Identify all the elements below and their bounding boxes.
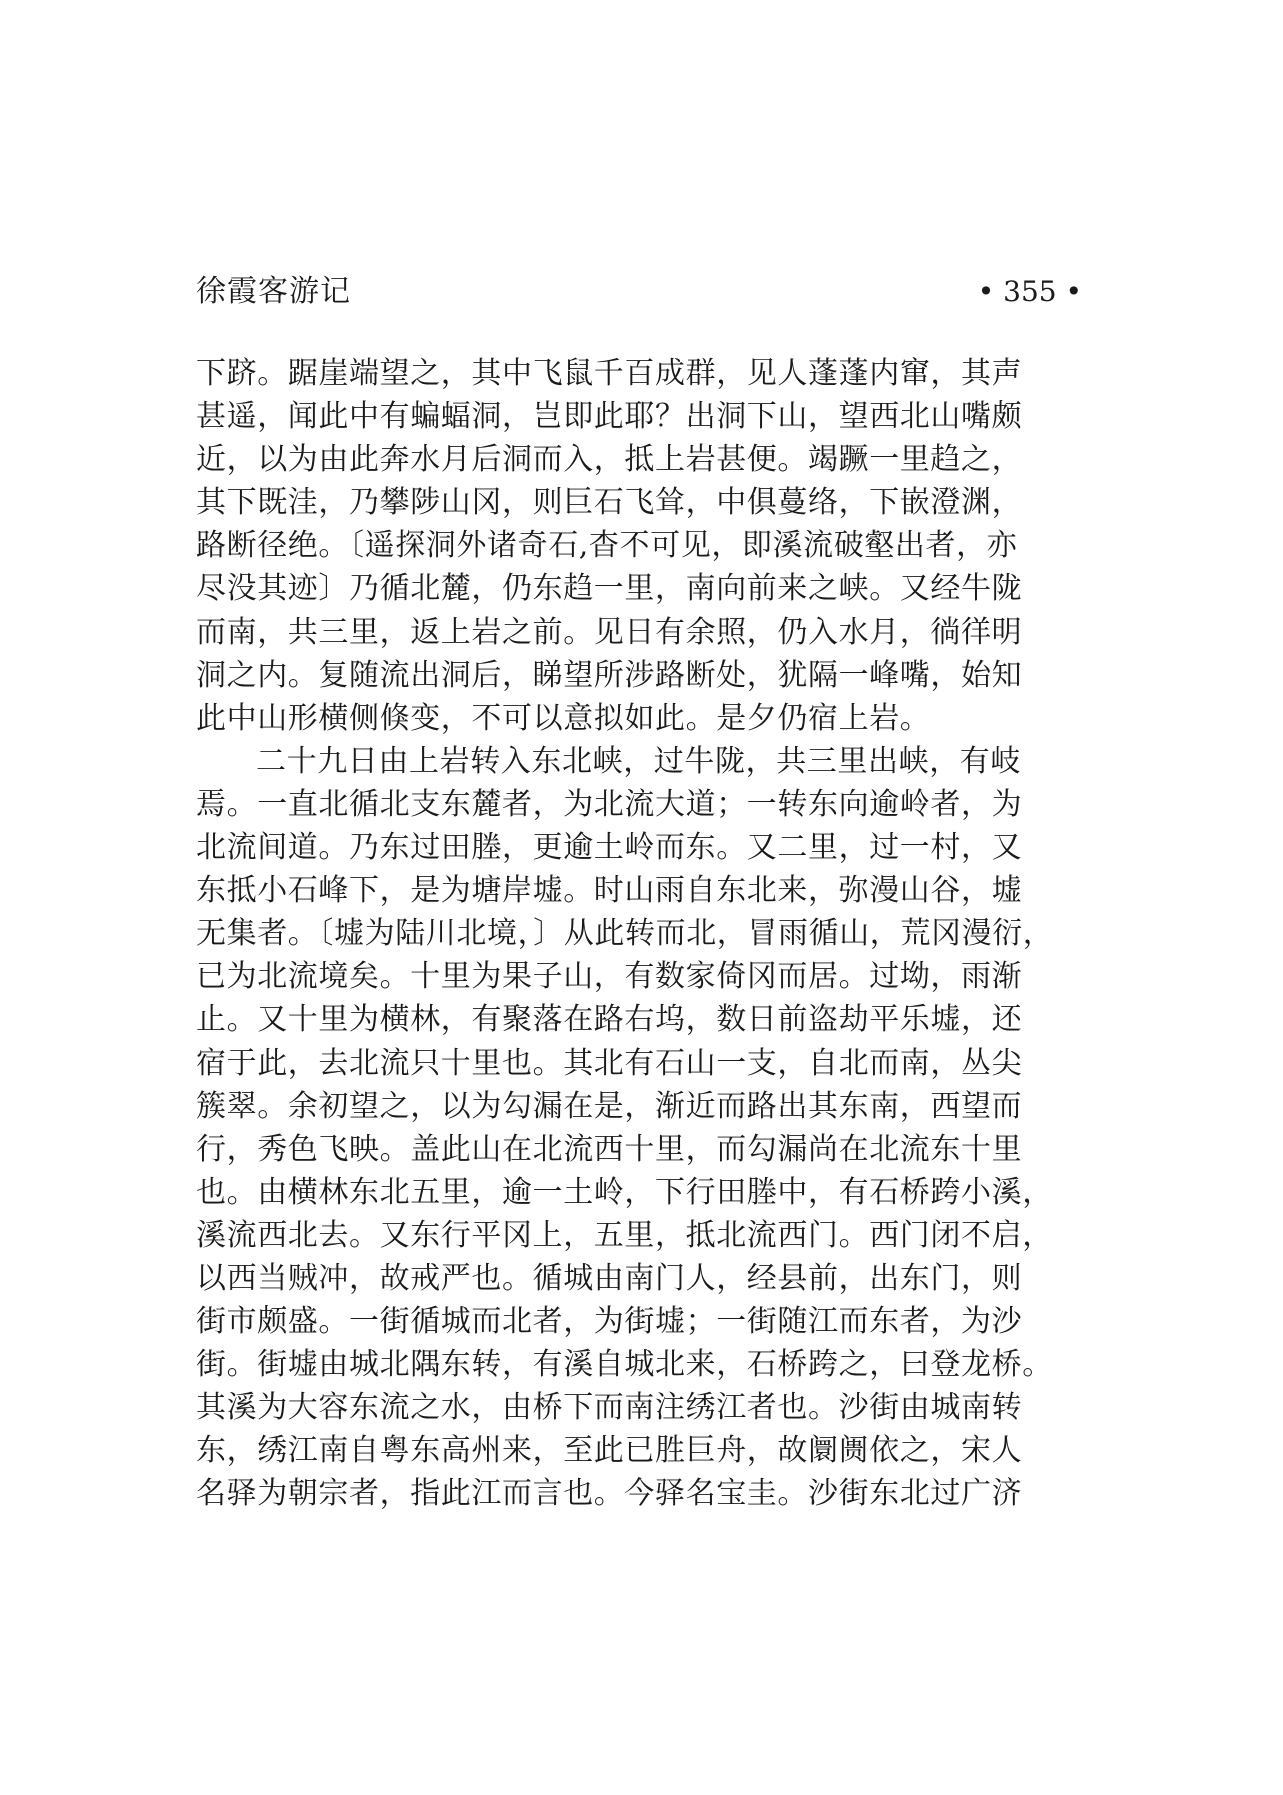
text-line: 北流间道。乃东过田塍，更逾土岭而东。又二里，过一村，又 — [196, 830, 1023, 866]
text-line: 焉。一直北循北支东麓者，为北流大道；一转东向逾岭者，为 — [196, 786, 1023, 822]
page-number: • 355 • — [977, 275, 1082, 308]
running-header — [196, 272, 1082, 312]
text-line: 街市颇盛。一街循城而北者，为街墟；一街随江而东者，为沙 — [196, 1304, 1023, 1340]
text-line: 止。又十里为横林，有聚落在路右坞，数日前盗劫平乐墟，还 — [196, 1002, 1023, 1038]
text-line: 溪流西北去。又东行平冈上，五里，抵北流西门。西门闭不启， — [196, 1217, 1053, 1253]
text-line: 路断径绝。〔遥探洞外诸奇石,杳不可见，即溪流破壑出者，亦 — [196, 528, 1018, 564]
text-line: 已为北流境矣。十里为果子山，有数家倚冈而居。过坳，雨渐 — [196, 959, 1023, 995]
text-line: 东，绣江南自粤东高州来，至此已胜巨舟，故阛阓依之，宋人 — [196, 1433, 1023, 1469]
text-line: 名驿为朝宗者，指此江而言也。今驿名宝圭。沙街东北过广济 — [196, 1476, 1023, 1512]
text-line: 近，以为由此奔水月后洞而入，抵上岩甚便。竭蹶一里趋之， — [196, 442, 1023, 478]
text-line: 其下既洼，乃攀陟山冈，则巨石飞耸，中俱蔓络，下嵌澄渊， — [196, 485, 1023, 521]
text-line: 洞之内。复随流出洞后，睇望所涉路断处，犹隔一峰嘴，始知 — [196, 657, 1023, 693]
text-line: 尽没其迹〕乃循北麓，仍东趋一里，南向前来之峡。又经牛陇 — [196, 571, 1023, 607]
body-text — [196, 352, 1116, 1516]
paragraph-start-line: 二十九日由上岩转入东北峡，过牛陇，共三里出峡，有岐 — [256, 743, 1021, 779]
book-title: 徐霞客游记 — [196, 274, 351, 309]
text-line: 而南，共三里，返上岩之前。见日有余照，仍入水月，徜徉明 — [196, 614, 1023, 650]
text-line: 以西当贼冲，故戒严也。循城由南门人，经县前，出东门，则 — [196, 1260, 1023, 1296]
text-line: 簇翠。余初望之，以为勾漏在是，渐近而路出其东南，西望而 — [196, 1088, 1023, 1124]
text-line: 下跻。踞崖端望之，其中飞鼠千百成群，见人蓬蓬内窜，其声 — [196, 356, 1023, 391]
text-line: 也。由横林东北五里，逾一土岭，下行田塍中，有石桥跨小溪， — [196, 1174, 1053, 1210]
text-line: 宿于此，去北流只十里也。其北有石山一支，自北而南，丛尖 — [196, 1045, 1023, 1081]
text-line: 无集者。〔墟为陆川北境，〕从此转而北，冒雨循山，荒冈漫衍， — [196, 916, 1054, 952]
text-line: 此中山形横侧倏变，不可以意拟如此。是夕仍宿上岩。 — [196, 700, 931, 736]
text-line: 东抵小石峰下，是为塘岸墟。时山雨自东北来，弥漫山谷，墟 — [196, 873, 1023, 909]
text-line: 其溪为大容东流之水，由桥下而南注绣江者也。沙街由城南转 — [196, 1390, 1023, 1426]
text-line: 行，秀色飞映。盖此山在北流西十里，而勾漏尚在北流东十里 — [196, 1131, 1023, 1167]
text-line: 街。街墟由城北隅东转，有溪自城北来，石桥跨之，曰登龙桥。 — [196, 1347, 1053, 1383]
text-line: 甚遥，闻此中有蝙蝠洞，岂即此耶？出洞下山，望西北山嘴颇 — [196, 399, 1023, 435]
